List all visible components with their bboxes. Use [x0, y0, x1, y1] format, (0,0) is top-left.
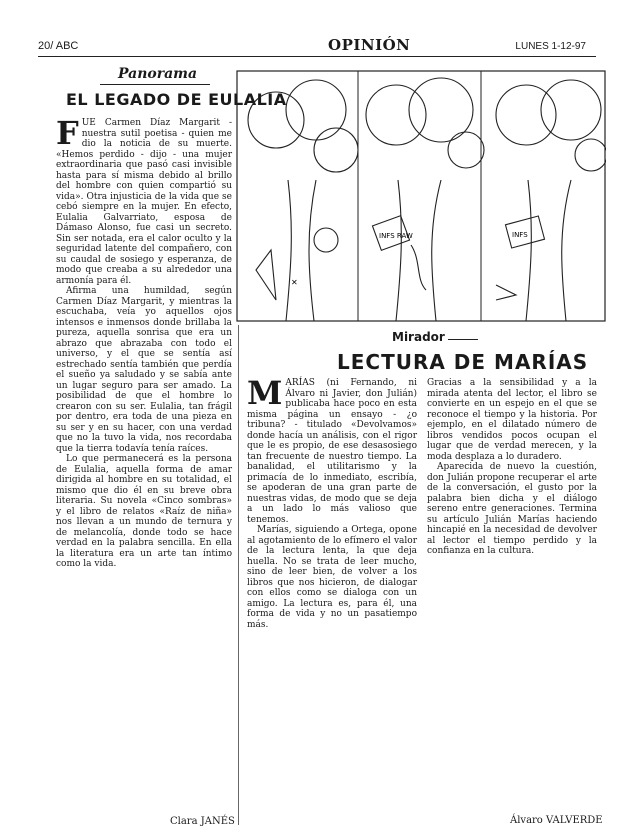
dropcap: F — [56, 114, 79, 152]
mirador-paragraph: Aparecida de nuevo la cuestión, don Julián propone recuperar el arte de la conversación, el gusto por la palabra bien dicha y el diálogo sereno entre generaciones. Termina su artículo Julián Marías haciendo hincapié en la necesidad de devolver al lector el tiempo perdido y la confianza en la cultura. — [427, 462, 597, 556]
cartoon — [236, 70, 606, 322]
panorama-signature: Clara JANÉS — [170, 816, 235, 827]
panorama-kicker: Panorama — [118, 66, 198, 82]
mirador-headline: LECTURA DE MARÍAS — [337, 350, 589, 374]
panorama-paragraph: FUE Carmen Díaz Margarit - nuestra sutil poetisa - quien me dio la noticia de su muerte. «Hemos perdido - dijo - una mujer extraordinaria que pasó casi invisible hasta para sí misma debido al brillo del hombre con quien compartió su vida». Otra injusticia de la vida que se cebó siempre en la mujer. En efecto, Eulalia Galvarriato, esposa de Dámaso Alonso, fue casi un secreto. Sin ser notada, era el calor oculto y la seguridad latente del compañero, con su caudal de sosiego y esperanza, de modo que creaba a su alrededor una armonía para él. — [56, 114, 232, 286]
section-title: OPINIÓN — [328, 36, 411, 54]
mirador-kicker: Mirador — [392, 330, 445, 344]
header-rule — [38, 56, 596, 57]
mirador-paragraph: MARÍAS (ni Fernando, ni Álvaro ni Javier, don Julián) publicaba hace poco en esta misma página un ensayo - ¿o tribuna? - titulado «Devolvamos» donde hacía un análisis, con el rigor que le es propio, de ese desasosiego tan frecuente de nuestro tiempo. La banalidad, el utilitarismo y la primacía de lo inmediato, escribía, se apoderan de una gran parte de nuestras vidas, de modo que se deja a un lado lo más valioso que tenemos. — [247, 374, 417, 525]
panorama-paragraph: Afirma una humildad, según Carmen Díaz Margarit, y mientras la escuchaba, veía yo aquellos ojos intensos e inmensos donde brillaba la pureza, aquella sonrisa que era un abrazo que abrazaba con todo el universo, y el que se sentía así estrechado sentía también que perdía el sueño ya saludado y se sabía ante un lugar seguro para ser amado. La posibilidad de que el hombre lo crearon con su ser. Eulalia, tan frágil por dentro, era toda de una pieza en su ser y en su hacer, con una verdad que no la tuvo la vida, nos recordaba que la tierra todavía tenía raíces. — [56, 286, 232, 454]
cartoon-illustration — [236, 70, 606, 322]
cartoon-sign-left: INFS RAW — [379, 232, 413, 240]
panorama-paragraph: Lo que permanecerá es la persona de Eulalia, aquella forma de amar dirigida al hombre en su totalidad, el mismo que dio él en su breve obra literaria. Su novela «Cinco sombras» y el libro de relatos «Raíz de niña» nos llevan a un mundo de ternura y de melancolía, donde todo se hace verdad en la palabra sencilla. En ella la literatura era un arte tan íntimo como la vida. — [56, 454, 232, 569]
mirador-paragraph: Marías, siguiendo a Ortega, opone al agotamiento de lo efímero el valor de la lectura lenta, la que deja huella. No se trata de leer mucho, sino de leer bien, de volver a los libros que nos hicieron, de dialogar con ellos como se dialoga con un amigo. La lectura es, para él, una forma de vida y no un pasatiempo más. — [247, 525, 417, 630]
mirador-column-2 — [427, 378, 597, 557]
svg-text:✕: ✕ — [291, 278, 298, 287]
dropcap: M — [247, 374, 283, 412]
page-header — [38, 36, 612, 56]
mirador-signature: Álvaro VALVERDE — [510, 815, 603, 826]
page-number: 20/ ABC — [38, 40, 79, 52]
mirador-rule — [448, 339, 478, 340]
kicker-rule — [100, 84, 210, 85]
column-divider — [238, 325, 239, 825]
panorama-body — [56, 114, 232, 570]
issue-date: LUNES 1-12-97 — [515, 41, 586, 52]
mirador-column-1 — [247, 374, 417, 630]
cartoon-sign-right: INFS — [512, 231, 528, 239]
mirador-paragraph: Gracias a la sensibilidad y a la mirada atenta del lector, el libro se convierte en un espejo en el que se reconoce el tiempo y la historia. Por ejemplo, en el dilatado número de libros vendidos pocos ocupan el lugar que de verdad merecen, y la moda desplaza a lo duradero. — [427, 378, 597, 462]
panorama-headline: EL LEGADO DE EULALIA — [66, 90, 287, 109]
